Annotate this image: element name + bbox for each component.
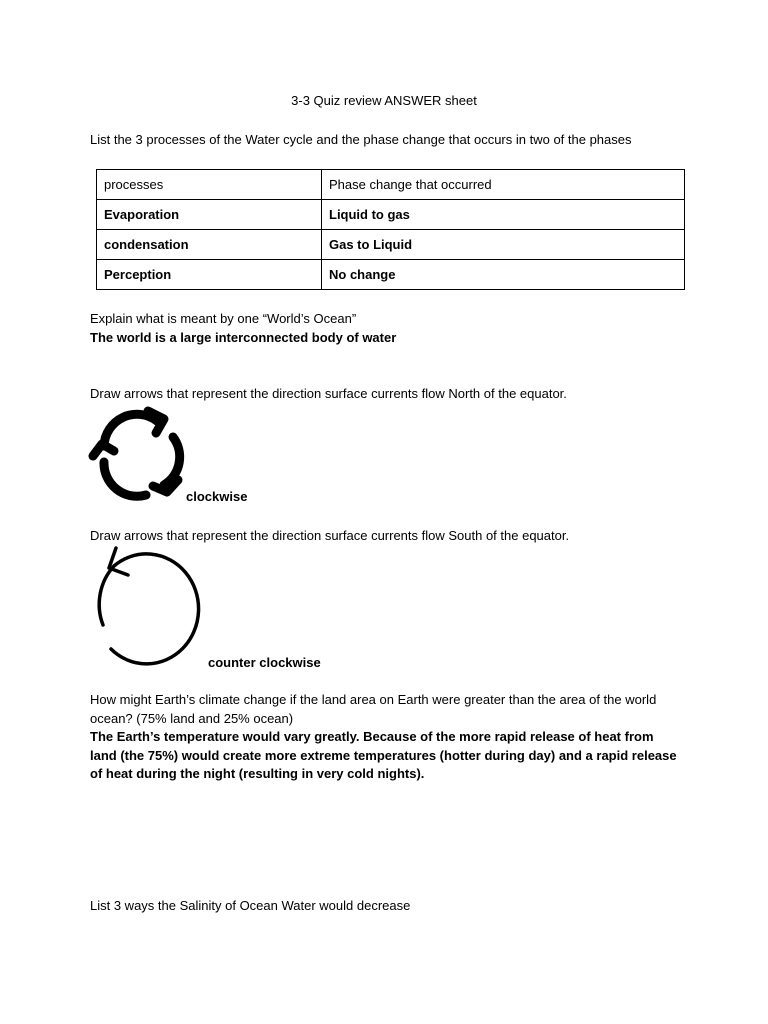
phase-change-table xyxy=(96,169,685,290)
table-cell: condensation xyxy=(97,230,322,260)
page-title: 3-3 Quiz review ANSWER sheet xyxy=(291,93,477,108)
question-3-answer: clockwise xyxy=(186,489,248,504)
question-4-prompt: Draw arrows that represent the direction surface currents flow South of the equator. xyxy=(90,528,570,543)
table-row xyxy=(97,260,685,290)
table-row xyxy=(97,200,685,230)
counter-clockwise-arrow-icon xyxy=(90,540,210,675)
question-1-prompt: List the 3 processes of the Water cycle and the phase change that occurs in two of the phases xyxy=(90,132,632,147)
table-row xyxy=(97,230,685,260)
table-cell: Perception xyxy=(97,260,322,290)
question-2-answer: The world is a large interconnected body of water xyxy=(90,330,397,345)
table-header-row xyxy=(97,170,685,200)
table-header-cell: processes xyxy=(97,170,322,200)
question-5-prompt: How might Earth’s climate change if the land area on Earth were greater than the area of the world ocean? (75% land and 25% ocean) xyxy=(90,692,657,726)
table-cell: Gas to Liquid xyxy=(322,230,685,260)
clockwise-arrows-icon xyxy=(90,404,188,502)
table-cell: Evaporation xyxy=(97,200,322,230)
question-3-prompt: Draw arrows that represent the direction surface currents flow North of the equator. xyxy=(90,386,567,401)
question-4-answer: counter clockwise xyxy=(208,655,321,670)
question-2-prompt: Explain what is meant by one “World’s Ocean” xyxy=(90,311,357,326)
table-cell: Liquid to gas xyxy=(322,200,685,230)
question-6-prompt: List 3 ways the Salinity of Ocean Water would decrease xyxy=(90,898,411,913)
question-5-answer: The Earth’s temperature would vary greatly. Because of the more rapid release of heat from land (the 75%) would create more extreme temperatures (hotter during day) and a rapid release of heat during the night (resulting in very cold nights). xyxy=(90,729,677,781)
table-cell: No change xyxy=(322,260,685,290)
table-header-cell: Phase change that occurred xyxy=(322,170,685,200)
